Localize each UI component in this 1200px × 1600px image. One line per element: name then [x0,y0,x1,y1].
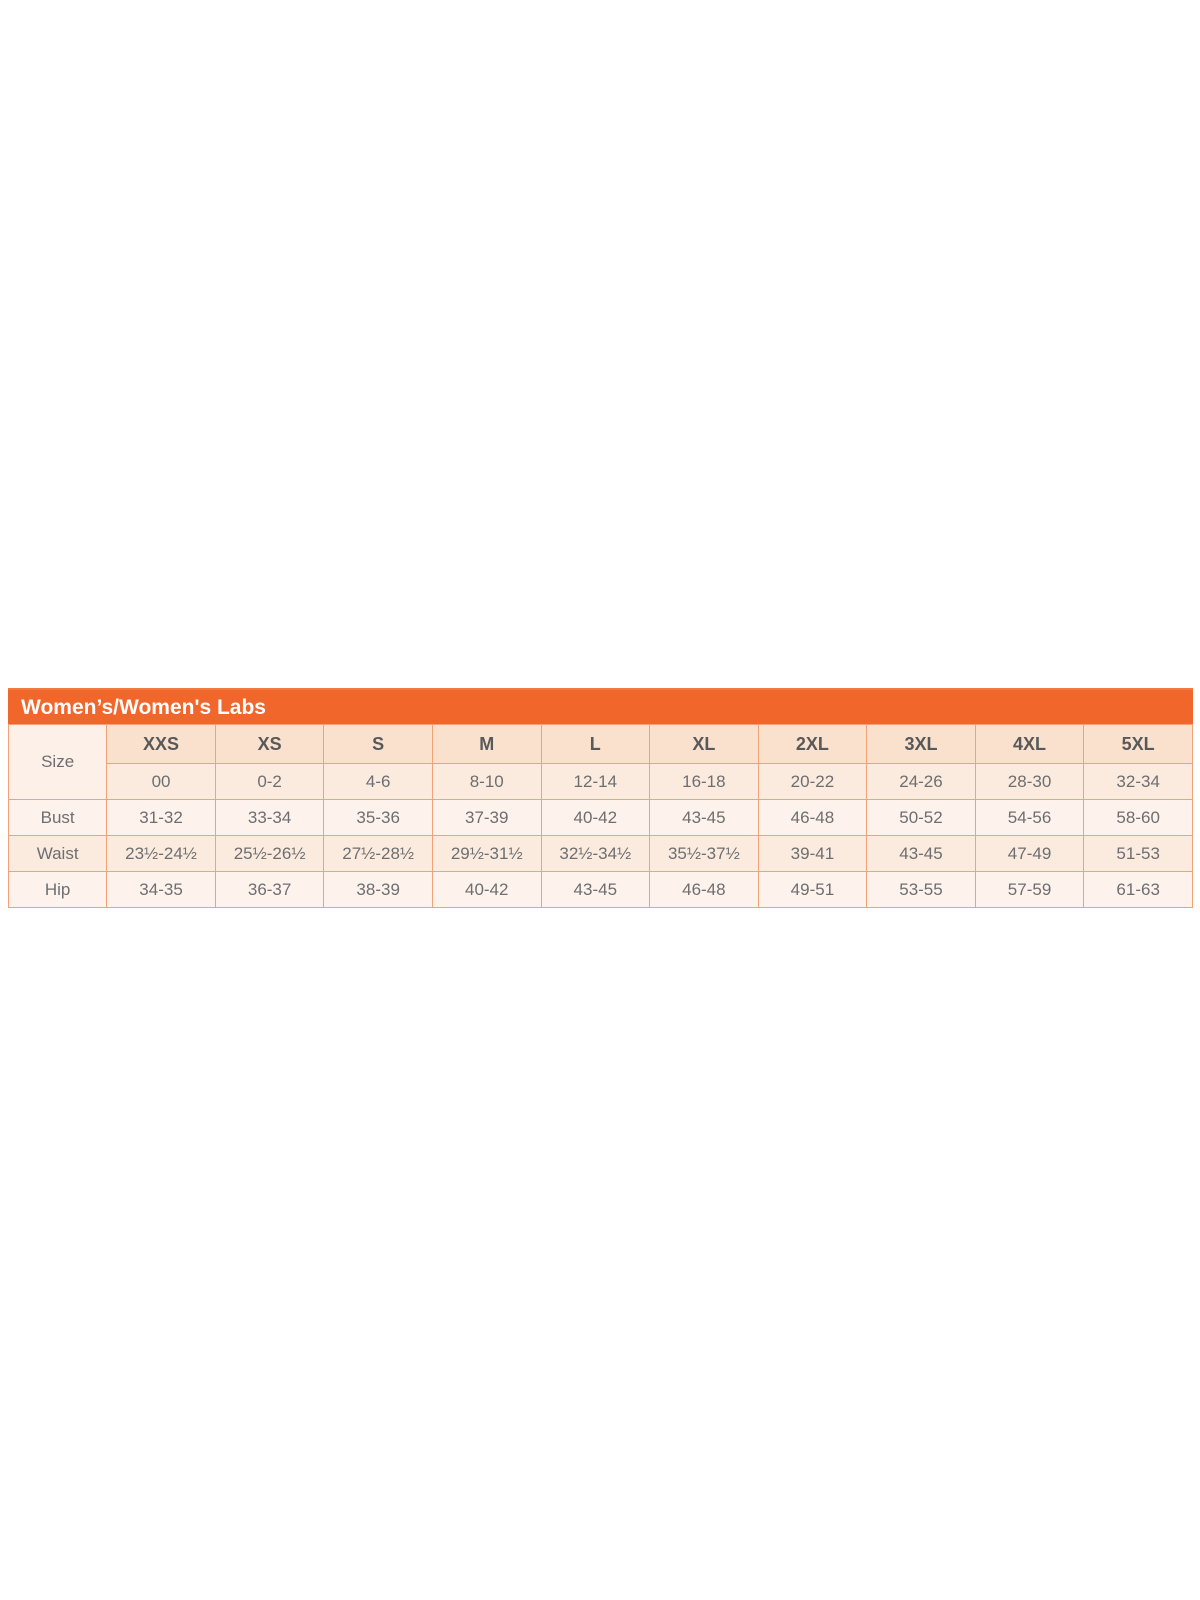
column-header-xl: XL [650,725,759,764]
numeric-size-cell: 24-26 [867,764,976,800]
numeric-size-cell: 8-10 [432,764,541,800]
bust-cell: 58-60 [1084,800,1193,836]
bust-cell: 33-34 [215,800,324,836]
row-label-bust: Bust [9,800,107,836]
bust-cell: 43-45 [650,800,759,836]
hip-cell: 49-51 [758,872,867,908]
bust-cell: 31-32 [107,800,216,836]
hip-cell: 34-35 [107,872,216,908]
waist-cell: 32½-34½ [541,836,650,872]
waist-cell: 29½-31½ [432,836,541,872]
bust-cell: 37-39 [432,800,541,836]
column-header-l: L [541,725,650,764]
numeric-size-cell: 28-30 [975,764,1084,800]
waist-cell: 27½-28½ [324,836,433,872]
bust-row [9,800,1193,836]
waist-cell: 23½-24½ [107,836,216,872]
size-header-row [9,725,1193,764]
column-header-xxs: XXS [107,725,216,764]
hip-row [9,872,1193,908]
waist-row [9,836,1193,872]
waist-cell: 43-45 [867,836,976,872]
size-label-cell: Size [9,725,107,800]
column-header-2xl: 2XL [758,725,867,764]
bust-cell: 40-42 [541,800,650,836]
numeric-size-cell: 4-6 [324,764,433,800]
row-label-hip: Hip [9,872,107,908]
column-header-5xl: 5XL [1084,725,1193,764]
bust-cell: 35-36 [324,800,433,836]
bust-cell: 54-56 [975,800,1084,836]
waist-cell: 25½-26½ [215,836,324,872]
size-chart [8,688,1193,908]
hip-cell: 40-42 [432,872,541,908]
waist-cell: 39-41 [758,836,867,872]
numeric-size-cell: 20-22 [758,764,867,800]
hip-cell: 46-48 [650,872,759,908]
table-title-bar [8,688,1193,724]
hip-cell: 38-39 [324,872,433,908]
bust-cell: 50-52 [867,800,976,836]
table-title: Women’s/Women's Labs [21,696,266,719]
column-header-4xl: 4XL [975,725,1084,764]
numeric-size-cell: 32-34 [1084,764,1193,800]
numeric-size-row [9,764,1193,800]
numeric-size-cell: 12-14 [541,764,650,800]
column-header-s: S [324,725,433,764]
hip-cell: 43-45 [541,872,650,908]
numeric-size-cell: 16-18 [650,764,759,800]
hip-cell: 53-55 [867,872,976,908]
measurements-table [8,724,1193,908]
column-header-m: M [432,725,541,764]
row-label-waist: Waist [9,836,107,872]
hip-cell: 61-63 [1084,872,1193,908]
bust-cell: 46-48 [758,800,867,836]
numeric-size-cell: 00 [107,764,216,800]
waist-cell: 47-49 [975,836,1084,872]
waist-cell: 51-53 [1084,836,1193,872]
column-header-3xl: 3XL [867,725,976,764]
waist-cell: 35½-37½ [650,836,759,872]
hip-cell: 36-37 [215,872,324,908]
column-header-xs: XS [215,725,324,764]
hip-cell: 57-59 [975,872,1084,908]
numeric-size-cell: 0-2 [215,764,324,800]
